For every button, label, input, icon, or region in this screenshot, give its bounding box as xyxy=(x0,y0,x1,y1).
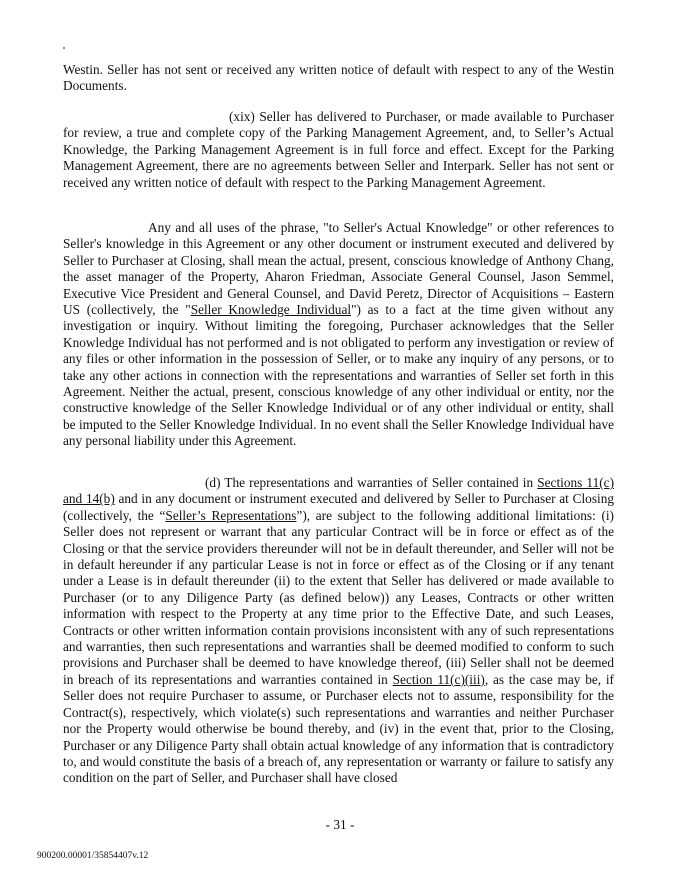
paragraph-d-part1: (d) The representations and warranties of Seller contained in xyxy=(205,475,538,490)
section-reference-11ciii: Section 11(c)(iii) xyxy=(392,671,485,687)
knowledge-text-a: Any and all uses of the phrase, "to Seller's Actual Knowledge" or other references to Seller's knowledge in this Agreement or any other document or instrument executed and delivered by Seller to Purchaser at Closing, shall mean the actual, present, conscious knowledge of Anthony Chang, the asset manager of the Property, Aharon Friedman, Associate General Counsel, Jason Semmel, Executive Vice President and General Counsel, and David Peretz, Director of Acquisitions – Eastern US (collectively, the " xyxy=(63,220,614,318)
paragraph-westin-text: Westin. Seller has not sent or received any written notice of default with respect to any of the Westin Documents. xyxy=(63,62,614,94)
section-reference-11c-14b: Sections 11(c) and 14(b) xyxy=(63,475,614,507)
paragraph-xix xyxy=(63,109,614,191)
paragraph-d-part4: , as the case may be, if Seller does not require Purchaser to assume, or Purchaser elects not to assume, responsibility for the Contract(s), respectively, which violate(s) such representations and warranties and neither Purchaser nor the Property would otherwise be bound thereby, and (iv) in the event that, prior to the Closing, Purchaser or any Diligence Party shall obtain actual knowledge of any information that is contradictory to, and would constitute the basis of a breach of, any representation or warranty or failure to satisfy any condition on the part of Seller, and Purchaser shall have closed xyxy=(63,671,614,786)
paragraph-d-text xyxy=(63,475,614,787)
defined-term-seller-knowledge-individual: Seller Knowledge Individual xyxy=(190,302,352,318)
scan-speck xyxy=(63,47,65,49)
document-id: 900200.00001/35854407v.12 xyxy=(37,851,149,861)
paragraph-d xyxy=(63,475,614,787)
page-number: - 31 - xyxy=(325,817,355,832)
paragraph-d-part3: ”), are subject to the following additional limitations: (i) Seller does not represent or warrant that any particular Contract will be in force or effect as of the Closing or that the service providers thereunder will not be in default thereunder, and Seller will not be in default hereunder if any particular Lease is not in force or effect as of the Closing or if any tenant under a Lease is in default thereunder (ii) to the extent that Seller has delivered or made available to Purchaser (or to any Diligence Party (as defined below)) any Leases, Contracts or other written information with respect to the Property at any time prior to the Effective Date, and such Leases, Contracts or other written information contain provisions inconsistent with any of such representations and warranties, then such representations and warranties shall be deemed modified to conform to such provisions and Purchaser shall be deemed to have knowledge thereof, (iii) Seller shall not be deemed in breach of its representations and warranties contained in xyxy=(63,507,614,687)
paragraph-actual-knowledge xyxy=(63,220,614,450)
paragraph-xix-text: (xix) Seller has delivered to Purchaser, or made available to Purchaser for review, a true and complete copy of the Parking Management Agreement, and, to Seller’s Actual Knowledge, the Parking Management Agreement is in full force and effect. Except for the Parking Management Agreement, there are no agreements between Seller and Interpark. Seller has not sent or received any written notice of default with respect to the Parking Management Agreement. xyxy=(63,109,614,190)
knowledge-text-b: ") as to a fact at the time given without any investigation or inquiry. Without limiting the foregoing, Purchaser acknowledges that the Seller Knowledge Individual has not performed and is not obligated to perform any investigation or review of any files or other information in the possession of Seller, or to make any inquiry of any persons, or to take any other actions in connection with the representations and warranties of Seller set forth in this Agreement. Neither the actual, present, conscious knowledge of any other individual or entity, nor the constructive knowledge of the Seller Knowledge Individual or of any other individual or entity, shall be imputed to the Seller Knowledge Individual. In no event shall the Seller Knowledge Individual have any personal liability under this Agreement. xyxy=(63,302,614,449)
paragraph-actual-knowledge-text xyxy=(63,220,614,450)
paragraph-westin xyxy=(63,62,614,95)
paragraph-d-part2: and in any document or instrument executed and delivered by Seller to Purchaser at Closing (collectively, the “ xyxy=(63,491,614,523)
defined-term-sellers-representations: Seller’s Representations xyxy=(165,507,297,523)
